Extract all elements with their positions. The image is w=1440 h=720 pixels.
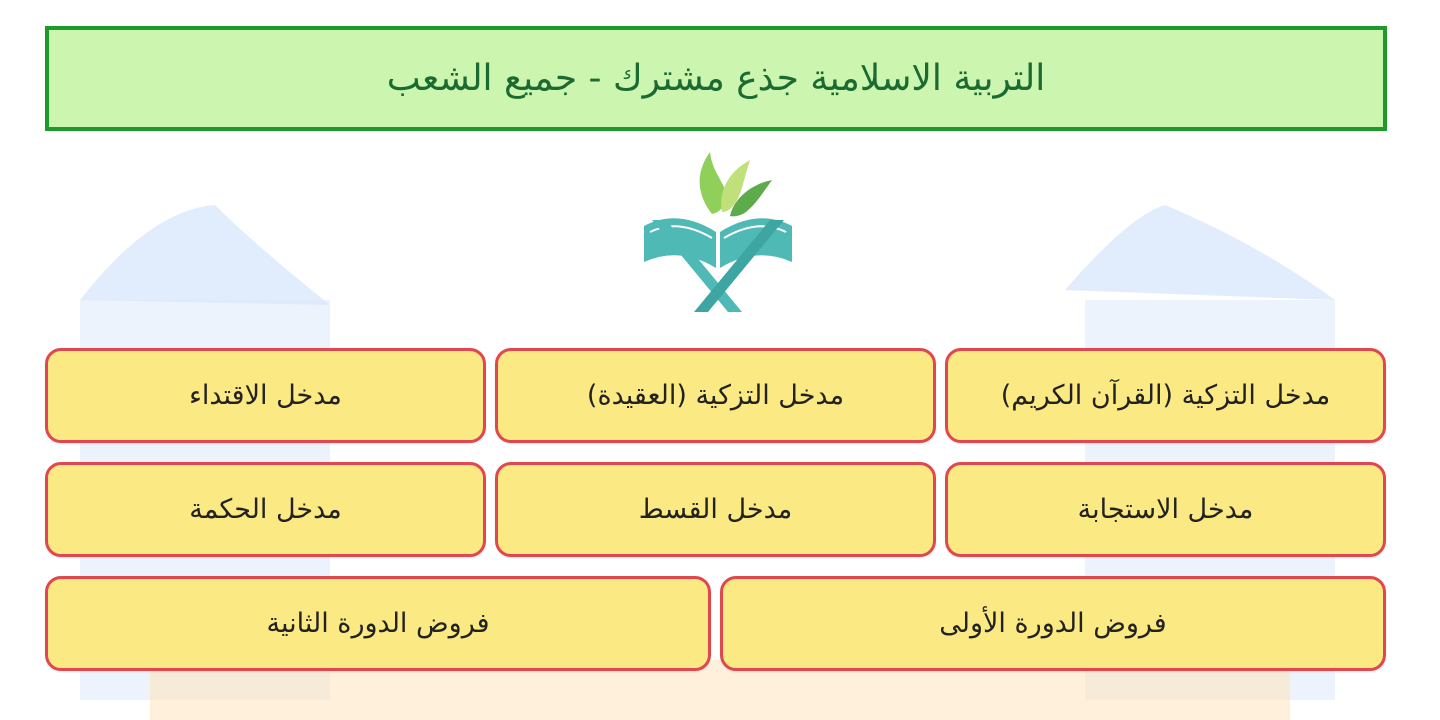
tile-label: مدخل الحكمة	[189, 494, 342, 525]
tile-iqtida[interactable]	[45, 348, 486, 443]
quran-book-icon	[632, 146, 804, 320]
tile-aqida[interactable]	[495, 348, 936, 443]
tile-quran[interactable]	[945, 348, 1386, 443]
page-header	[45, 26, 1387, 131]
tile-istijaba[interactable]	[945, 462, 1386, 557]
tile-label: مدخل القسط	[638, 494, 793, 525]
tile-label: فروض الدورة الثانية	[266, 608, 490, 639]
tile-exams-term-1[interactable]	[720, 576, 1386, 671]
tile-label: مدخل الاقتداء	[189, 380, 342, 411]
tile-label: مدخل الاستجابة	[1077, 494, 1254, 525]
tile-label: فروض الدورة الأولى	[939, 608, 1167, 639]
tile-qist[interactable]	[495, 462, 936, 557]
tile-label: مدخل التزكية (العقيدة)	[586, 380, 845, 411]
tile-label: مدخل التزكية (القرآن الكريم)	[1000, 380, 1331, 411]
tile-exams-term-2[interactable]	[45, 576, 711, 671]
tile-hikma[interactable]	[45, 462, 486, 557]
page-title: التربية الاسلامية جذع مشترك - جميع الشعب	[386, 58, 1046, 99]
